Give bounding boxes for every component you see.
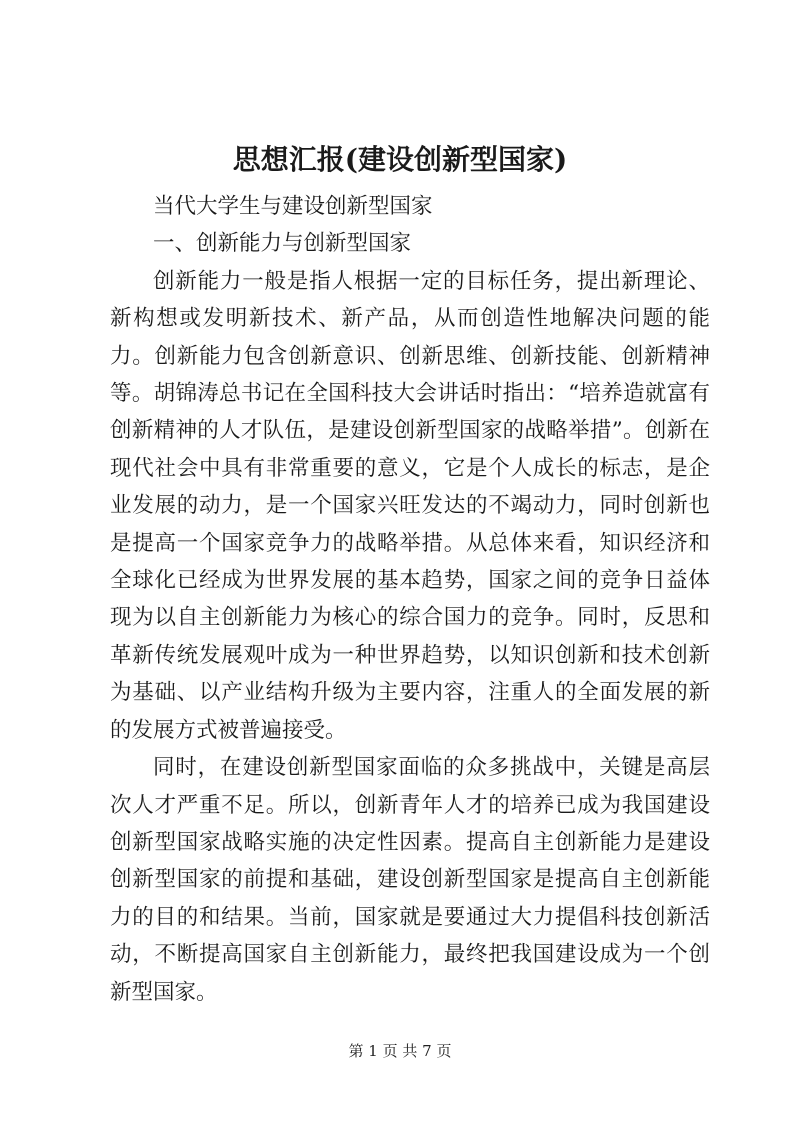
body-paragraph: 创新能力一般是指人根据一定的目标任务，提出新理论、新构想或发明新技术、新产品，从而创造性地解决问题的能力。创新能力包含创新意识、创新思维、创新技能、创新精神等。胡锦涛总书记在全国科技大会讲话时指出：“培养造就富有创新精神的人才队伍，是建设创新型国家的战略举措”。创新在现代社会中具有非常重要的意义，它是个人成长的标志，是企业发展的动力，是一个国家兴旺发达的不竭动力，同时创新也是提高一个国家竞争力的战略举措。从总体来看，知识经济和全球化已经成为世界发展的基本趋势，国家之间的竞争日益体现为以自主创新能力为核心的综合国力的竞争。同时，反思和革新传统发展观叶成为一种世界趋势，以知识创新和技术创新为基础、以产业结构升级为主要内容，注重人的全面发展的新的发展方式被普遍接受。 <box>110 268 710 743</box>
document-body <box>110 188 710 1011</box>
page-number-footer: 第 1 页 共 7 页 <box>348 1042 452 1060</box>
body-paragraph: 同时，在建设创新型国家面临的众多挑战中，关键是高层次人才严重不足。所以，创新青年人才的培养已成为我国建设创新型国家战略实施的决定性因素。提高自主创新能力是建设创新型国家的前提和基础，建设创新型国家是提高自主创新能力的目的和结果。当前，国家就是要通过大力提倡科技创新活动，不断提高国家自主创新能力，最终把我国建设成为一个创新型国家。 <box>110 755 710 1005</box>
section-heading: 一、创新能力与创新型国家 <box>153 231 412 257</box>
document-title: 思想汇报(建设创新型国家) <box>232 143 568 176</box>
subtitle-paragraph: 当代大学生与建设创新型国家 <box>153 194 433 219</box>
